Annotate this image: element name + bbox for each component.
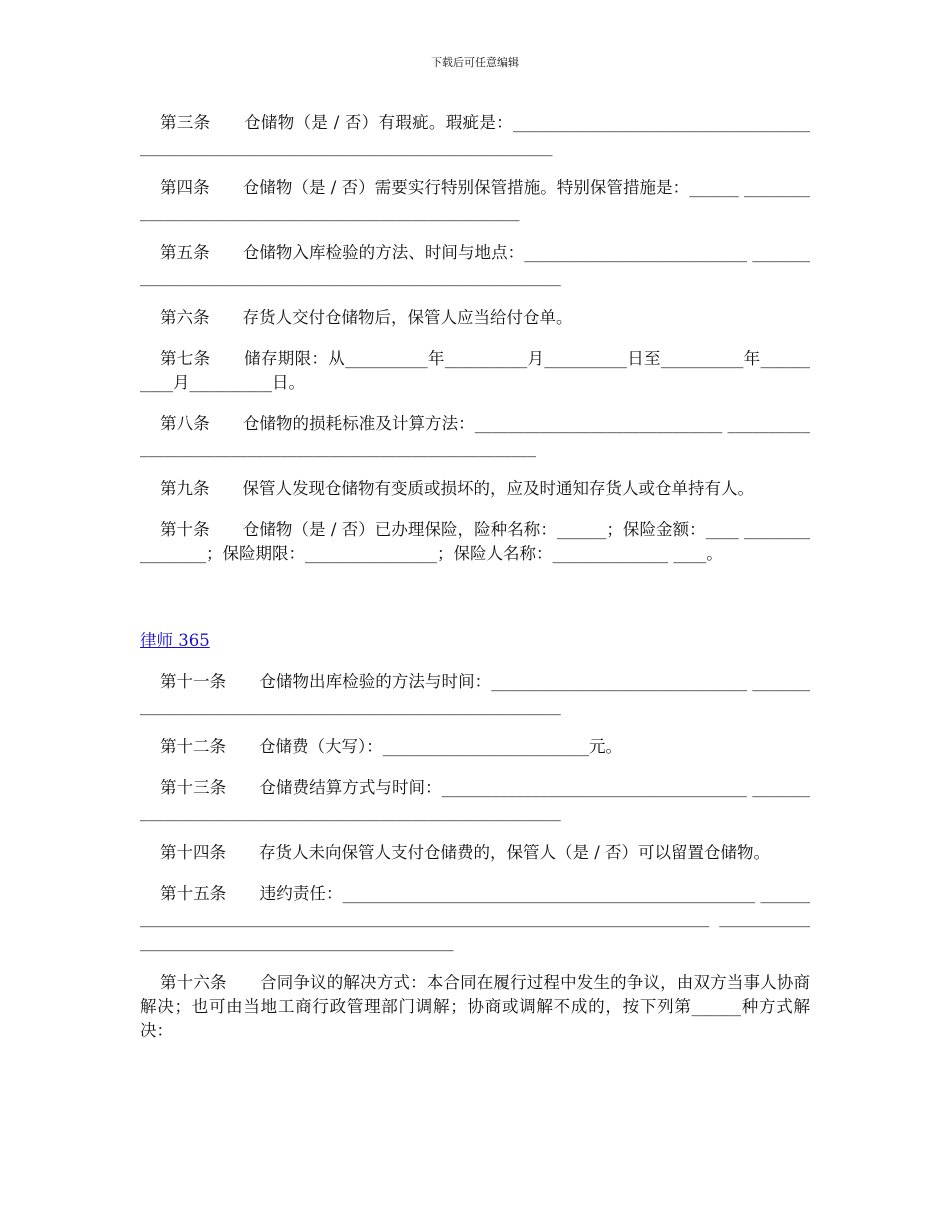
contract-body	[140, 111, 810, 1060]
article-15: 第十五条 违约责任：__________________________________________________ ___________________________________________________________________________ _________________________________________________	[140, 884, 810, 951]
article-16: 第十六条 合同争议的解决方式：本合同在履行过程中发生的争议，由双方当事人协商解决；也可由当地工商行政管理部门调解；协商或调解不成的，按下列第______种方式解决：	[140, 973, 810, 1040]
spacer	[140, 583, 810, 629]
article-10: 第十条 仓储物（是 / 否）已办理保险，险种名称：______；保险金额：____ ________________；保险期限：________________；保险人名称：______________ ____。	[140, 520, 810, 563]
link-line	[140, 629, 810, 653]
article-6: 第六条 存货人交付仓储物后，保管人应当给付仓单。	[160, 308, 573, 327]
lawyer365-link[interactable]: 律师 365	[140, 631, 210, 650]
article-5: 第五条 仓储物入库检验的方法、时间与地点：___________________________ __________________________________________________________	[140, 243, 810, 286]
article-14: 第十四条 存货人未向保管人支付仓储费的，保管人（是 / 否）可以留置仓储物。	[160, 843, 771, 862]
article-12: 第十二条 仓储费（大写）：_________________________元。	[160, 737, 622, 756]
article-8: 第八条 仓储物的损耗标准及计算方法：______________________________ __________________________________________________________	[140, 414, 810, 457]
article-11: 第十一条 仓储物出库检验的方法与时间：_______________________________ __________________________________________________________	[140, 672, 810, 715]
article-9: 第九条 保管人发现仓储物有变质或损坏的，应及时通知存货人或仓单持有人。	[160, 479, 754, 498]
article-3: 第三条 仓储物（是 / 否）有瑕疵。瑕疵是：______________________________________________________________________________________	[140, 113, 810, 156]
article-4: 第四条 仓储物（是 / 否）需要实行特别保管措施。特别保管措施是：______ ______________________________________________________	[140, 178, 810, 221]
article-13: 第十三条 仓储费结算方式与时间：_____________________________________ __________________________________________________________	[140, 778, 810, 821]
article-7: 第七条 储存期限：从__________年__________月__________日至__________年__________月__________日。	[140, 349, 810, 392]
page-header: 下载后可任意编辑	[431, 56, 519, 69]
